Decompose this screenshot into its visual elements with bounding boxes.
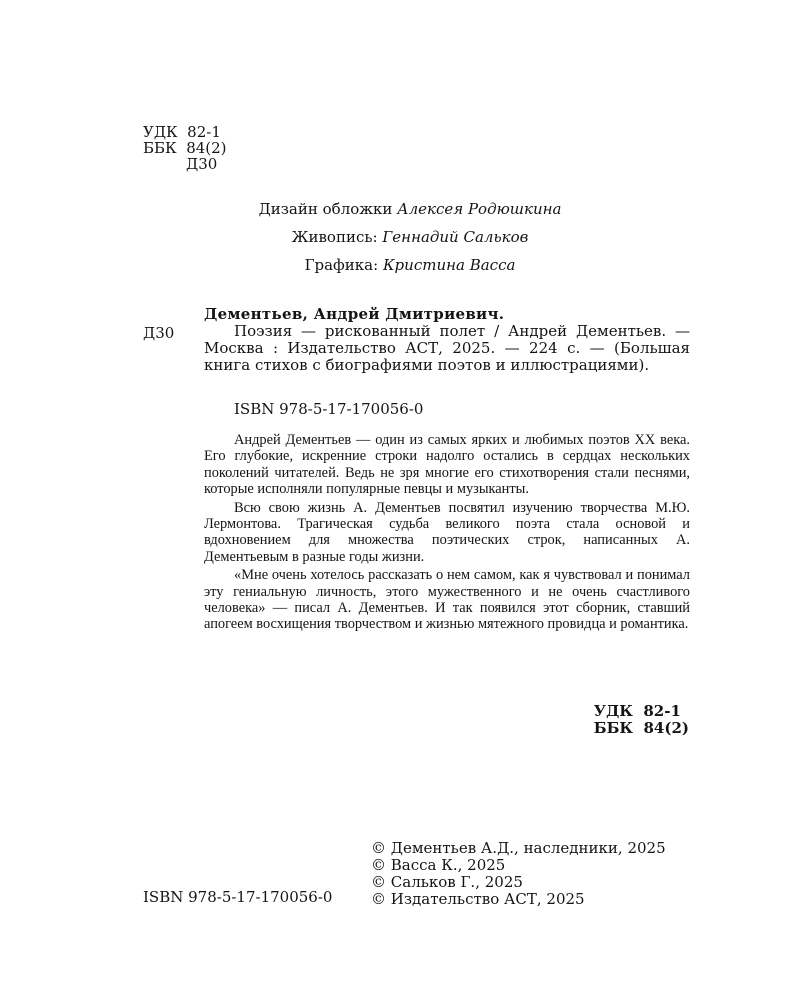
biblio-isbn: ISBN 978-5-17-170056-0 [234,400,424,418]
bottom-bbk-code: ББК 84(2) [593,719,689,737]
painting-name: Геннадий Сальков [382,228,529,246]
copyright-line: © Издательство АСТ, 2025 [371,890,585,908]
udk-code: УДК 82-1 [143,123,221,141]
cover-design-name: Алексея Родюшкина [397,200,562,218]
graphics-label: Графика: [304,256,379,274]
copyright-list [371,840,666,908]
graphics-credit [200,256,620,284]
painting-credit [200,228,620,256]
biblio-author: Дементьев, Андрей Дмитриевич. [204,305,505,323]
annotation [204,432,690,633]
graphics-name: Кристина Васса [382,256,516,274]
imprint-isbn: ISBN 978-5-17-170056-0 [143,888,333,906]
copyright-line: © Васса К., 2025 [371,856,506,874]
author-mark: Д30 [186,155,218,173]
annotation-paragraph: «Мне очень хотелось рассказать о нем самом, как я чувствовал и понимал эту гениальную личность, этого мужественного и не очень счастливого человека» — писал А. Дементьев. И так появился этот сборник, ставший апогеем восхищения творчеством и жизнью мятежного провидца и романтика. [204,567,690,633]
painting-label: Живопись: [291,228,378,246]
copyright-line: © Дементьев А.Д., наследники, 2025 [371,839,666,857]
annotation-paragraph: Андрей Дементьев — один из самых ярких и любимых поэтов XX века. Его глубокие, искренние строки надолго остались в сердцах нескольких поколений читателей. Ведь не зря многие его стихотворения стали песнями, которые исполняли популярные певцы и музыканты. [204,432,690,498]
bibliographic-record [204,306,690,374]
biblio-author-mark: Д30 [143,324,175,342]
annotation-paragraph: Всю свою жизнь А. Дементьев посвятил изучению творчества М.Ю. Лермонтова. Трагическая судьба великого поэта стала основой и вдохновением для множества поэтических строк, написанных А. Дементьевым в разные годы жизни. [204,499,690,565]
cover-design-label: Дизайн обложки [258,200,393,218]
cover-design-credit [200,200,620,228]
classification-block [143,124,227,172]
credits-block [200,200,620,284]
bottom-udk-code: УДК 82-1 [593,702,681,720]
biblio-description: Поэзия — рискованный полет / Андрей Дементьев. — Москва : Издательство АСТ, 2025. — 224 с. — (Большая книга стихов с биографиями поэтов и иллюстрациями). [204,322,690,374]
bbk-code: ББК 84(2) [143,139,227,157]
copyright-line: © Сальков Г., 2025 [371,873,523,891]
bottom-classification [594,703,689,737]
